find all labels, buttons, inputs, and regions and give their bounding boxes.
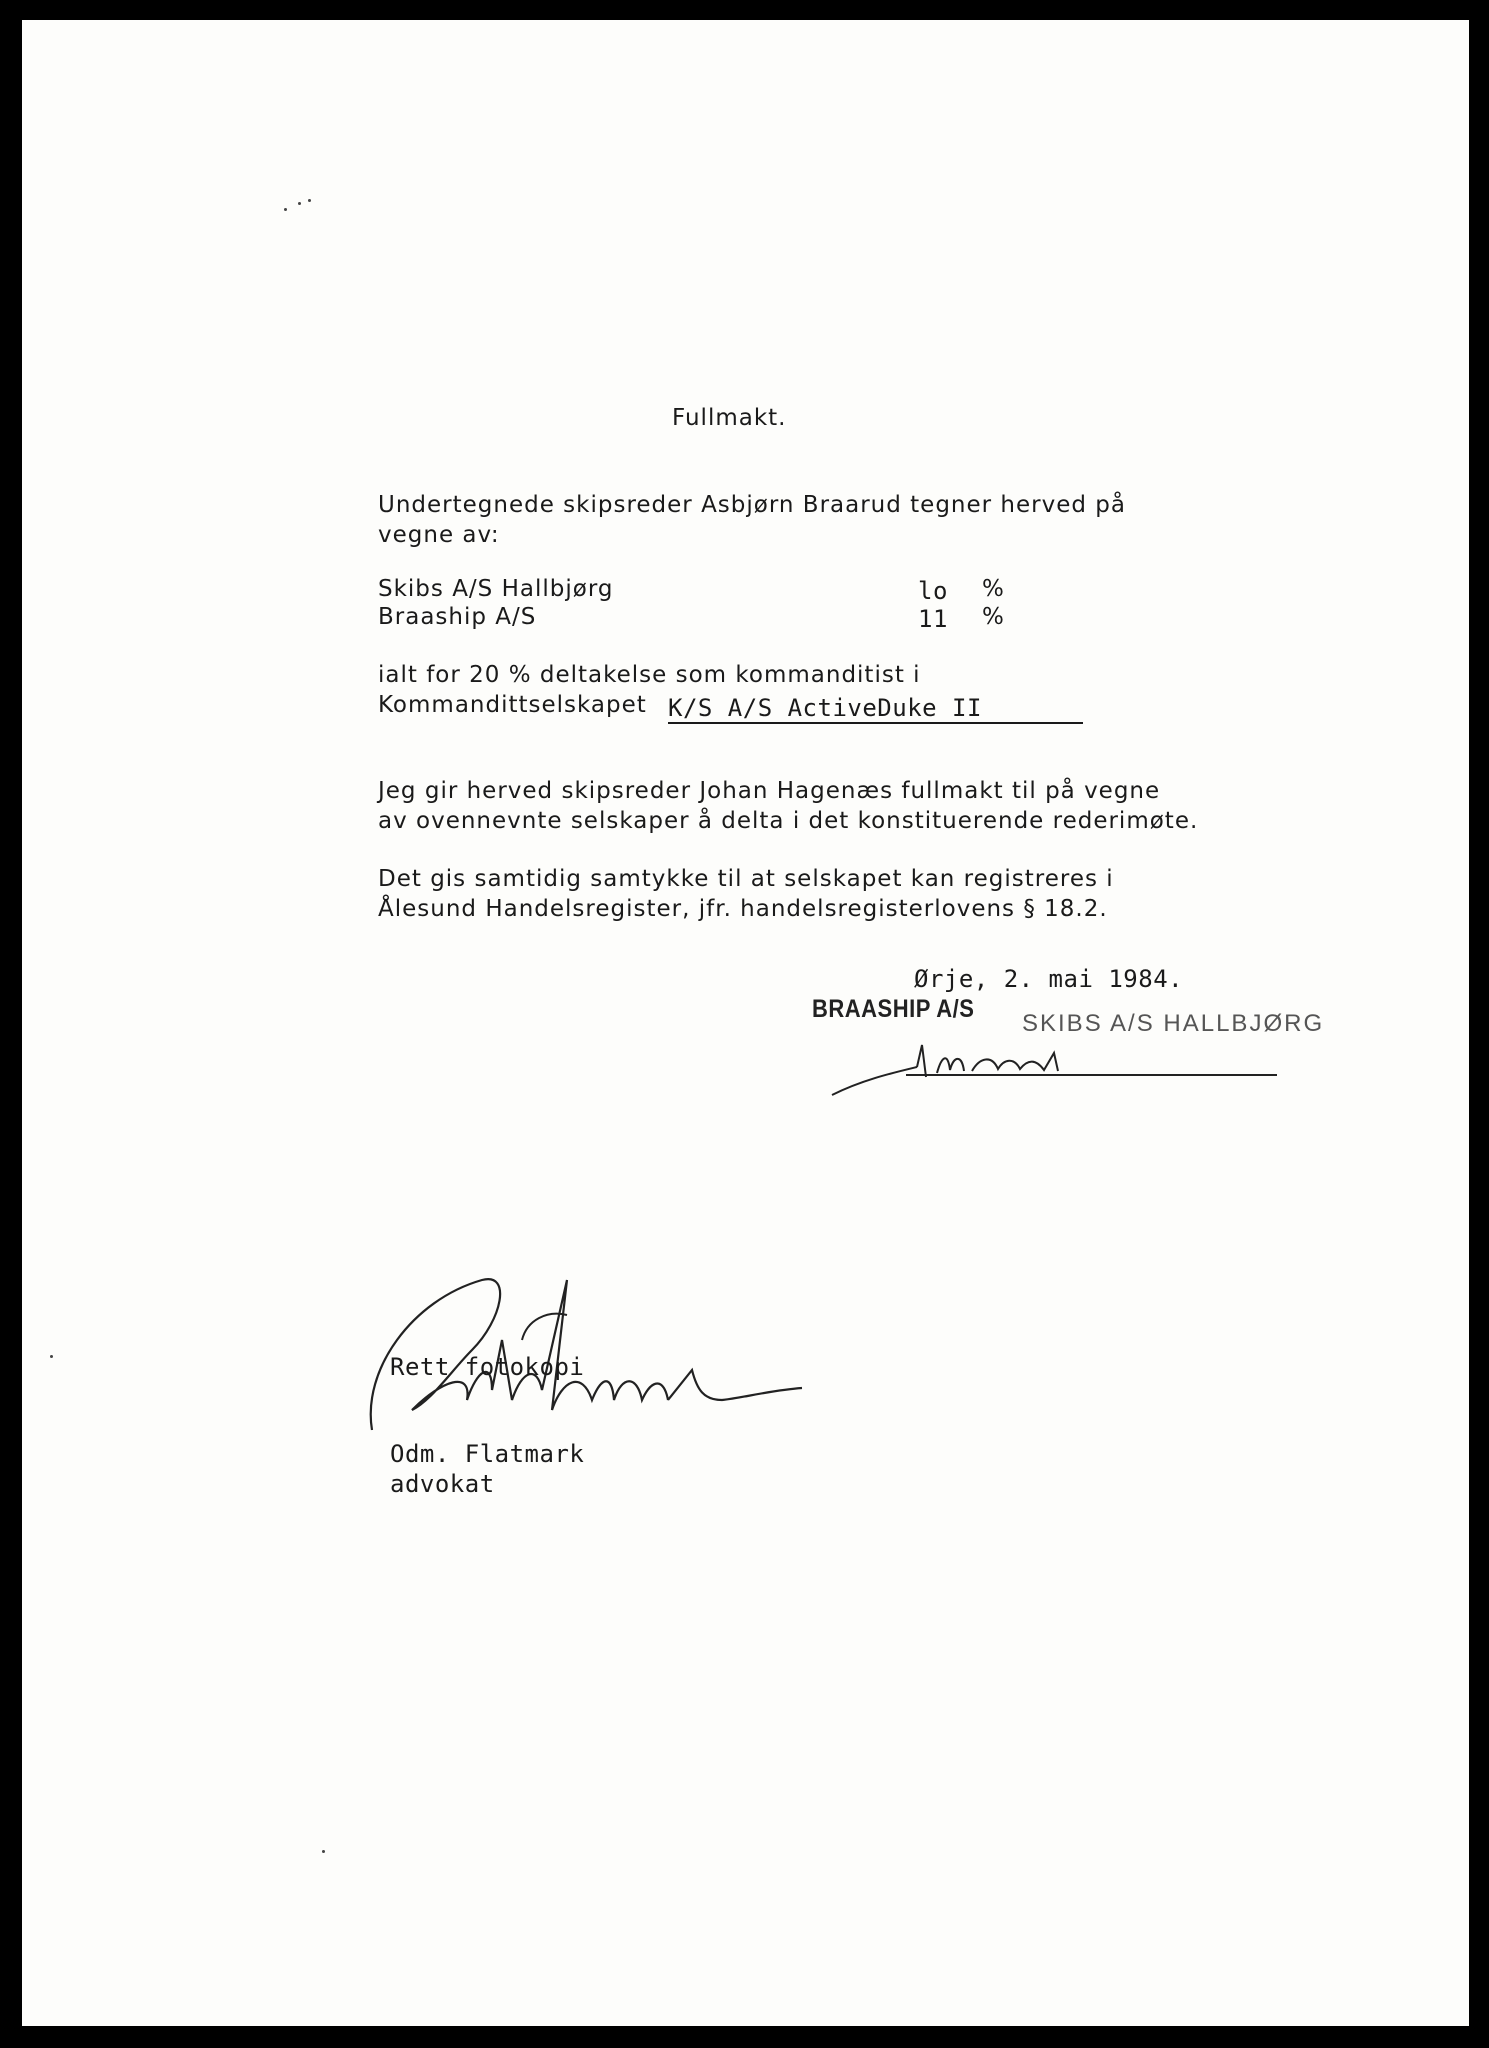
speck-mark (322, 1850, 325, 1853)
partnership-label: Kommandittselskapet (378, 692, 647, 718)
braaship-stamp: BRAASHIP A/S (812, 994, 975, 1023)
company-name-1: Skibs A/S Hallbjørg (378, 576, 614, 602)
speck-mark (308, 199, 311, 202)
company-name-2: Braaship A/S (378, 604, 537, 630)
authorization-line-2: av ovennevnte selskaper å delta i det konstituerende rederimøte. (378, 808, 1199, 834)
speck-mark (284, 208, 287, 211)
intro-line-2: vegne av: (378, 522, 500, 548)
partnership-underline (668, 722, 1083, 724)
hallbjorg-stamp: SKIBS A/S HALLBJØRG (1022, 1010, 1325, 1037)
company-unit-1: % (982, 576, 1005, 602)
consent-line-1: Det gis samtidig samtykke til at selskapet kan registreres i (378, 866, 1114, 892)
intro-line-1: Undertegnede skipsreder Asbjørn Braarud tegner herved på (378, 492, 1126, 518)
company-share-1: lo (918, 577, 948, 605)
document-title: Fullmakt. (672, 405, 787, 431)
place-date: Ørje, 2. mai 1984. (914, 965, 1184, 993)
lawyer-name: Odm. Flatmark (390, 1440, 585, 1468)
speck-mark (50, 1355, 53, 1358)
copy-certification-label: Rett fotokopi (390, 1353, 585, 1381)
company-share-2: 11 (918, 605, 948, 633)
authorization-line-1: Jeg gir herved skipsreder Johan Hagenæs fullmakt til på vegne (378, 778, 1161, 804)
partnership-name: K/S A/S ActiveDuke II (668, 694, 982, 722)
speck-mark (298, 202, 301, 205)
total-line: ialt for 20 % deltakelse som kommanditist i (378, 662, 921, 688)
lawyer-title: advokat (390, 1470, 495, 1498)
document-page (22, 20, 1469, 2026)
consent-line-2: Ålesund Handelsregister, jfr. handelsregisterlovens § 18.2. (378, 896, 1108, 922)
owner-signature (822, 1025, 1122, 1125)
company-unit-2: % (982, 604, 1005, 630)
